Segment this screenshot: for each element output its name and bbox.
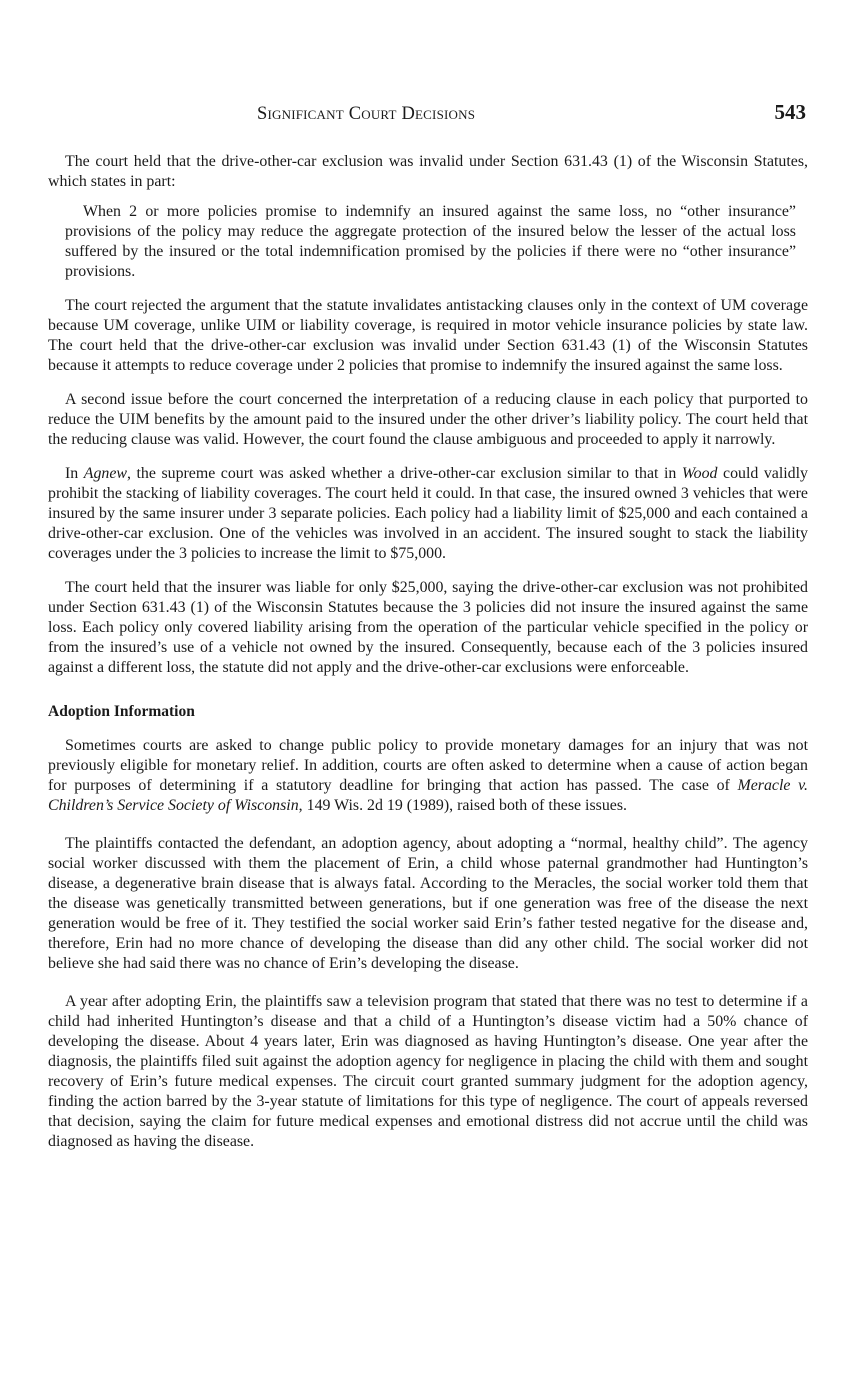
- agnew-text-3: could validly prohibit the stacking of liability coverages. The court held it could. In that case, the insured owned 3 vehicles that were insured by the same insurer under 3 separate policies. Each policy had a liability limit of $25,000 and each contained a drive-other-car exclusion. One of the vehicles was involved in an accident. The insured sought to stack the liability coverages under the 3 policies to increase the limit to $75,000.: [48, 465, 808, 562]
- body-text: [48, 152, 808, 1152]
- agnew-text-2: , the supreme court was asked whether a drive-other-car exclusion similar to that in: [127, 465, 682, 482]
- paragraph-meracle-facts: The plaintiffs contacted the defendant, an adoption agency, about adopting a “normal, healthy child”. The agency social worker discussed with them the placement of Erin, a child whose paternal grandmother had Huntington’s disease, a degenerative brain disease that is always fatal. According to the Meracles, the social worker told them that the disease was genetically transmitted between generations, but if one generation was free of the disease the next generation would be free of it. They testified the social worker said Erin’s father tested negative for the disease and, therefore, Erin had no more chance of developing the disease than did any other child. The social worker did not believe she had said there was no chance of Erin’s developing the disease.: [48, 835, 808, 972]
- section-heading-adoption: Adoption Information: [48, 703, 195, 720]
- adoption-intro-text-1: Sometimes courts are asked to change public policy to provide monetary damages for an injury that was not previously eligible for monetary relief. In addition, courts are often asked to determine when a cause of action began for purposes of determining if a statutory deadline for bringing that action has passed. The case of: [48, 737, 808, 794]
- case-name-agnew: Agnew: [83, 465, 128, 482]
- adoption-intro-text-2: , 149 Wis. 2d 19 (1989), raised both of these issues.: [298, 797, 627, 814]
- paragraph-statute-holding: The court held that the drive-other-car exclusion was invalid under Section 631.43 (1) of the Wisconsin Statutes, which states in part:: [48, 153, 808, 190]
- agnew-text-1: In: [65, 465, 84, 482]
- paragraph-reducing-clause: A second issue before the court concerned the interpretation of a reducing clause in each policy that purported to reduce the UIM benefits by the amount paid to the insured under the other driver’s liability policy. The court held that the reducing clause was valid. However, the court found the clause ambiguous and proceeded to apply it narrowly.: [48, 391, 808, 448]
- paragraph-insurer-liable: The court held that the insurer was liable for only $25,000, saying the drive-other-car exclusion was not prohibited under Section 631.43 (1) of the Wisconsin Statutes because the 3 policies did not insure the insured against the same loss. Each policy only covered liability arising from the operation of the particular vehicle specified in the policy or from the insured’s use of a vehicle not owned by the insured. Consequently, because each of the 3 policies insured against a different loss, the statute did not apply and the drive-other-car exclusions were enforceable.: [48, 579, 808, 676]
- case-name-wood: Wood: [681, 465, 718, 482]
- paragraph-adoption-intro: [48, 736, 808, 816]
- case-name-meracle: Meracle v. Children’s Service Society of Wisconsin: [48, 777, 808, 814]
- running-header: [48, 100, 808, 128]
- running-title: Significant Court Decisions: [257, 104, 476, 124]
- page-number: 543: [774, 100, 806, 124]
- paragraph-agnew: [48, 464, 808, 564]
- block-quote: [48, 202, 808, 282]
- statute-quote: When 2 or more policies promise to indemnify an insured against the same loss, no “other insurance” provisions of the policy may reduce the aggregate protection of the insured below the lesser of the actual loss suffered by the insured or the total indemnification promised by the policies if there were no “other insurance” provisions.: [65, 203, 796, 280]
- paragraph-um-coverage: The court rejected the argument that the statute invalidates antistacking clauses only in the context of UM coverage because UM coverage, unlike UIM or liability coverage, is required in motor vehicle insurance policies by state law. The court held that the drive-other-car exclusion was invalid under Section 631.43 (1) of the Wisconsin Statutes because it attempts to reduce coverage under 2 policies that promise to indemnify the insured against the same loss.: [48, 297, 808, 374]
- paragraph-meracle-procedure: A year after adopting Erin, the plaintiffs saw a television program that stated that there was no test to determine if a child had inherited Huntington’s disease and that a child of a Huntington’s disease victim had a 50% chance of developing the disease. About 4 years later, Erin was diagnosed as having Huntington’s disease. One year after the diagnosis, the plaintiffs filed suit against the adoption agency for negligence in placing the child with them and sought recovery of Erin’s future medical expenses. The circuit court granted summary judgment for the adoption agency, finding the action barred by the 3-year statute of limitations for this type of negligence. The court of appeals reversed that decision, saying the claim for future medical expenses and emotional distress did not accrue until the child was diagnosed as having the disease.: [48, 993, 808, 1150]
